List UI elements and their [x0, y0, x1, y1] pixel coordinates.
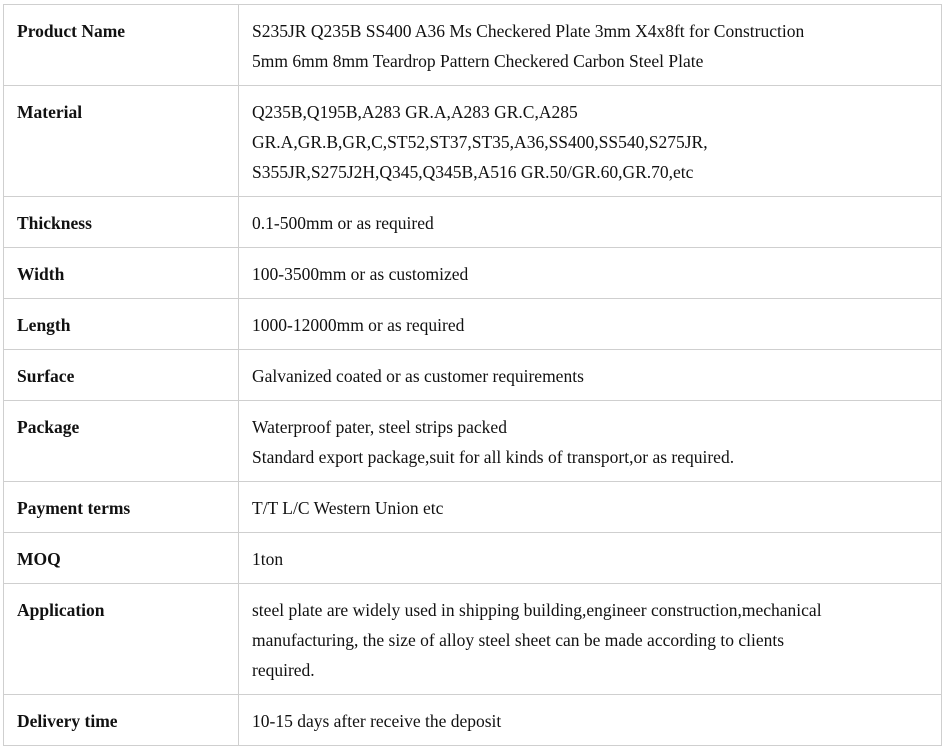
spec-value [239, 350, 942, 401]
spec-value-line: Waterproof pater, steel strips packed [252, 417, 507, 437]
spec-label: Thickness [4, 197, 239, 248]
spec-label: Application [4, 584, 239, 695]
spec-row-application [4, 584, 942, 695]
spec-value [239, 401, 942, 482]
spec-value [239, 584, 942, 695]
spec-label: Width [4, 248, 239, 299]
spec-row-moq [4, 533, 942, 584]
spec-value-line: Galvanized coated or as customer requirements [252, 366, 584, 386]
spec-value-line: manufacturing, the size of alloy steel sheet can be made according to clients [252, 630, 785, 650]
spec-value-line: Q235B,Q195B,A283 GR.A,A283 GR.C,A285 [252, 102, 578, 122]
spec-value [239, 482, 942, 533]
spec-value [239, 695, 942, 746]
spec-value-line: GR.A,GR.B,GR,C,ST52,ST37,ST35,A36,SS400,SS540,S275JR, [252, 132, 708, 152]
spec-row-length [4, 299, 942, 350]
spec-value-line: 1ton [252, 549, 284, 569]
spec-value-line: Standard export package,suit for all kinds of transport,or as required. [252, 447, 735, 467]
spec-row-width [4, 248, 942, 299]
spec-label: Surface [4, 350, 239, 401]
spec-row-payment-terms [4, 482, 942, 533]
spec-value-line: required. [252, 660, 315, 680]
spec-value-line: 10-15 days after receive the deposit [252, 711, 502, 731]
spec-label: MOQ [4, 533, 239, 584]
spec-row-package [4, 401, 942, 482]
spec-value [239, 533, 942, 584]
spec-value [239, 299, 942, 350]
spec-value-line: S355JR,S275J2H,Q345,Q345B,A516 GR.50/GR.60,GR.70,etc [252, 162, 694, 182]
spec-label: Product Name [4, 5, 239, 86]
spec-value-line: 100-3500mm or as customized [252, 264, 469, 284]
spec-value [239, 5, 942, 86]
product-spec-table [3, 4, 942, 746]
spec-label: Delivery time [4, 695, 239, 746]
spec-row-product-name [4, 5, 942, 86]
spec-row-surface [4, 350, 942, 401]
spec-value-line: T/T L/C Western Union etc [252, 498, 444, 518]
spec-value-line: 0.1-500mm or as required [252, 213, 434, 233]
spec-value [239, 197, 942, 248]
spec-value-line: steel plate are widely used in shipping building,engineer construction,mechanical [252, 600, 822, 620]
spec-value-line: 1000-12000mm or as required [252, 315, 465, 335]
spec-value-line: 5mm 6mm 8mm Teardrop Pattern Checkered Carbon Steel Plate [252, 51, 704, 71]
spec-value-line: S235JR Q235B SS400 A36 Ms Checkered Plate 3mm X4x8ft for Construction [252, 21, 805, 41]
spec-row-material [4, 86, 942, 197]
spec-label: Payment terms [4, 482, 239, 533]
spec-label: Material [4, 86, 239, 197]
spec-label: Length [4, 299, 239, 350]
spec-label: Package [4, 401, 239, 482]
spec-value [239, 86, 942, 197]
spec-value [239, 248, 942, 299]
spec-row-thickness [4, 197, 942, 248]
spec-row-delivery-time [4, 695, 942, 746]
